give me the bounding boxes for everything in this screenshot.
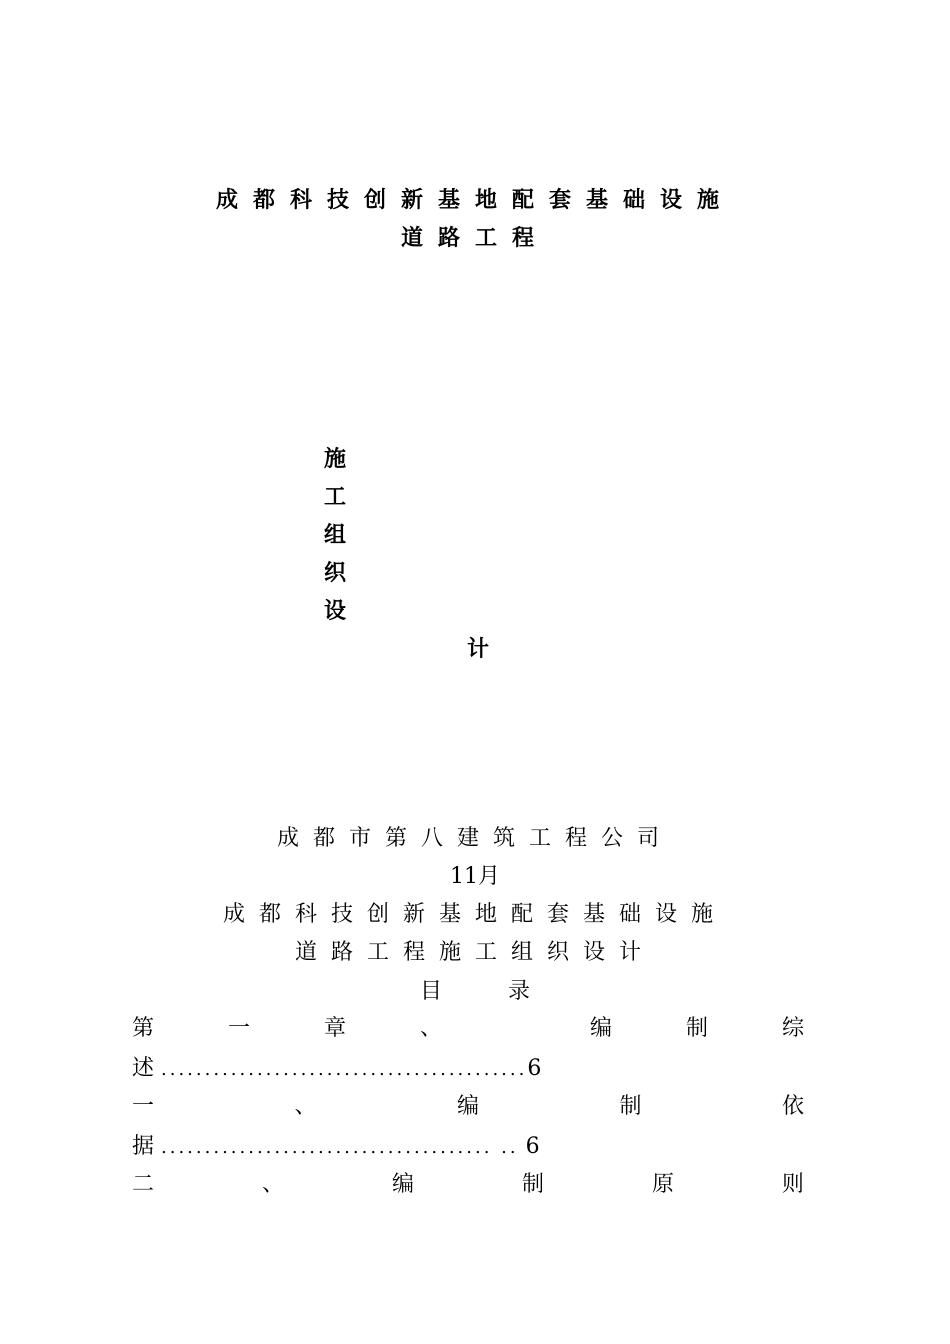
- toc-entry-1-row1: [132, 1014, 804, 1044]
- toc-char: 、: [420, 1016, 443, 1041]
- toc-char: 二: [132, 1172, 155, 1197]
- toc-entry-3-row1: [132, 1170, 804, 1200]
- vertical-char: 组: [323, 523, 346, 548]
- company-name: 成都市第八建筑工程公司: [276, 826, 673, 851]
- toc-leader-dots: ...................................... ..: [161, 1137, 519, 1158]
- toc-char: 原: [651, 1172, 674, 1197]
- cover-title-line2: 道路工程: [400, 226, 549, 251]
- toc-char: 章: [324, 1016, 347, 1041]
- toc-char: 编: [456, 1094, 479, 1119]
- toc-page-number: 6: [525, 1134, 540, 1159]
- toc-page-number: 6: [527, 1056, 542, 1081]
- toc-char: 制: [619, 1094, 642, 1119]
- vertical-char: 施: [323, 447, 346, 472]
- toc-char: 制: [685, 1016, 708, 1041]
- toc-leader-dots: ..........................................: [161, 1059, 528, 1080]
- toc-char: 依: [781, 1094, 804, 1119]
- toc-char: 编: [391, 1172, 414, 1197]
- toc-char: 编: [589, 1016, 612, 1041]
- toc-heading-right: 录: [507, 979, 530, 1004]
- toc-lead: 据: [132, 1134, 155, 1159]
- toc-char: 制: [521, 1172, 544, 1197]
- toc-char: 、: [294, 1094, 317, 1119]
- toc-heading-left: 目: [419, 979, 442, 1004]
- toc-char: 综: [781, 1016, 804, 1041]
- vertical-char: 织: [323, 561, 346, 586]
- vertical-char: 设: [323, 599, 346, 624]
- contents-heading-line1: 成都科技创新基地配套基础设施: [222, 902, 727, 927]
- toc-char: 一: [132, 1094, 155, 1119]
- contents-heading-line2: 道路工程施工组织设计: [294, 940, 655, 965]
- toc-char: 、: [261, 1172, 284, 1197]
- cover-title-line1: 成都科技创新基地配套基础设施: [215, 188, 734, 213]
- vertical-char: 工: [323, 485, 346, 510]
- toc-entry-2-row1: [132, 1092, 804, 1122]
- toc-entry-2-row2: [132, 1132, 732, 1163]
- toc-entry-1-row2: [132, 1054, 732, 1085]
- toc-heading: [0, 977, 950, 1007]
- vertical-char-last: 计: [466, 637, 489, 662]
- toc-char: 一: [228, 1016, 251, 1041]
- toc-lead: 述: [132, 1056, 155, 1081]
- cover-date: 11月: [450, 864, 500, 889]
- toc-char: 第: [132, 1016, 155, 1041]
- toc-char: 则: [781, 1172, 804, 1197]
